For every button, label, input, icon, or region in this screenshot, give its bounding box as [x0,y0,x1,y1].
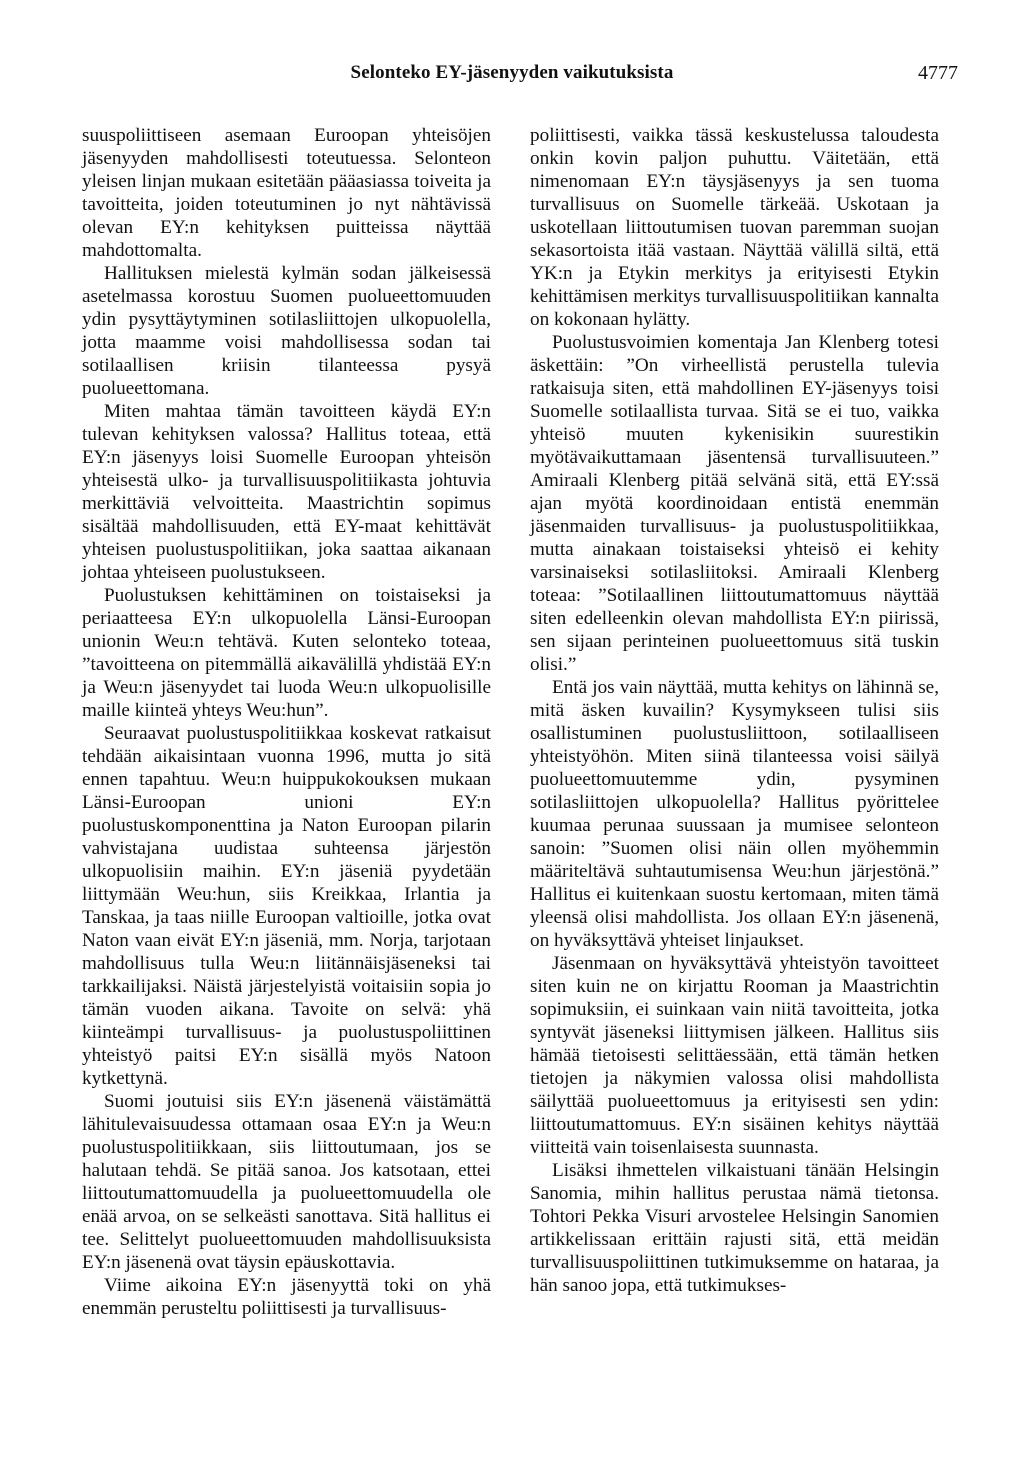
right-column [530,124,939,1297]
paragraph: Miten mahtaa tämän tavoitteen käydä EY:n tulevan kehityksen valossa? Hallitus toteaa, että EY:n jäsenyys loisi Suomelle Euroopan yhteisön yhteisestä ulko- ja turvallisuuspolitiikasta johtuvia merkittäviä velvoitteita. Maastrichtin sopimus sisältää mahdollisuuden, että EY-maat kehittävät yhteisen puolustuspolitiikan, joka saattaa aikanaan johtaa yhteiseen puolustukseen. [82,401,491,583]
page-number: 4777 [918,62,958,84]
paragraph: Puolustusvoimien komentaja Jan Klenberg totesi äskettäin: ”On virheellistä perustella tulevia ratkaisuja siten, että mahdollinen EY-jäsenyys toisi Suomelle sotilaallista turvaa. Sitä se ei tuo, vaikka yhteisö muuten kykenisikin suurestikin myötävaikuttamaan jäsentensä turvallisuuteen.” Amiraali Klenberg pitää selvänä sitä, että EY:ssä ajan myötä koordinoidaan entistä enemmän jäsenmaiden turvallisuus- ja puolustuspolitiikkaa, mutta ainakaan toistaiseksi yhteisö ei kehity varsinaiseksi sotilasliitoksi. Amiraali Klenberg toteaa: ”Sotilaallinen liittoutumattomuus näyttää siten edelleenkin olevan mahdollista EY:n piirissä, sen sijaan perinteinen puolueettomuus sitä tuskin olisi.” [530,332,939,675]
paragraph: Puolustuksen kehittäminen on toistaiseksi ja periaatteesa EY:n ulkopuolella Länsi-Euroopan unionin Weu:n tehtävä. Kuten selonteko toteaa, ”tavoitteena on pitemmällä aikavälillä yhdistää EY:n ja Weu:n jäsenyydet tai luoda Weu:n ulkopuolisille maille kiinteä yhteys Weu:hun”. [82,585,491,721]
paragraph: Lisäksi ihmettelen vilkaistuani tänään Helsingin Sanomia, mihin hallitus perustaa nämä tietonsa. Tohtori Pekka Visuri arvostelee Helsingin Sanomien artikkelissaan erittäin rajusti sitä, että meidän turvallisuuspoliittinen tutkimuksemme on hataraa, ja hän sanoo jopa, että tutkimukses- [530,1160,939,1296]
paragraph: Hallituksen mielestä kylmän sodan jälkeisessä asetelmassa korostuu Suomen puolueettomuuden ydin pysyttäytyminen sotilasliittojen ulkopuolella, jotta maamme voisi mahdollisessa sodan tai sotilaallisen kriisin tilanteessa pysyä puolueettomana. [82,263,491,399]
paragraph: Seuraavat puolustuspolitiikkaa koskevat ratkaisut tehdään aikaisintaan vuonna 1996, mutta jo sitä ennen tapahtuu. Weu:n huippukokouksen mukaan Länsi-Euroopan unioni EY:n puolustuskomponenttina ja Naton Euroopan pilarin vahvistajana uudistaa suhteensa järjestön ulkopuolisiin maihin. EY:n jäseniä pyydetään liittymään Weu:hun, siis Kreikkaa, Irlantia ja Tanskaa, ja taas niille Euroopan valtioille, jotka ovat Naton vaan eivät EY:n jäseniä, mm. Norja, tarjotaan mahdollisuus tulla Weu:n liitännäisjäseneksi tai tarkkailijaksi. Näistä järjestelyistä voitaisiin sopia jo tämän vuoden aikana. Tavoite on selvä: yhä kiinteämpi turvallisuus- ja puolustuspoliittinen yhteistyö paitsi EY:n sisällä myös Natoon kytkettynä. [82,723,491,1089]
paragraph: Suomi joutuisi siis EY:n jäsenenä väistämättä lähitulevaisuudessa ottamaan osaa EY:n ja Weu:n puolustuspolitiikkaan, siis liittoutumaan, jos se halutaan tehdä. Se pitää sanoa. Jos katsotaan, ettei liittoutumattomuudella ja puolueettomuudella ole enää arvoa, on se selkeästi sanottava. Sitä hallitus ei tee. Selittelyt puolueettomuuden mahdollisuuksista EY:n jäsenenä ovat täysin epäuskottavia. [82,1091,491,1273]
page-header [0,62,1024,92]
paragraph: Viime aikoina EY:n jäsenyyttä toki on yhä enemmän perusteltu poliittisesti ja turvallisuus- [82,1275,491,1319]
paragraph: Entä jos vain näyttää, mutta kehitys on lähinnä se, mitä äsken kuvailin? Kysymykseen tulisi siis osallistuminen puolustusliittoon, sotilaalliseen yhteistyöhön. Miten siinä tilanteessa voisi säilyä puolueettomuutemme ydin, pysyminen sotilasliittojen ulkopuolella? Hallitus pyörittelee kuumaa perunaa suussaan ja mumisee selonteon sanoin: ”Suomen olisi näin ollen myöhemmin määriteltävä suhtautumisensa Weu:hun järjestönä.” Hallitus ei kuitenkaan suostu kertomaan, miten tämä yleensä olisi mahdollista. Jos ollaan EY:n jäsenenä, on hyväksyttävä yhteiset linjaukset. [530,677,939,951]
paragraph: poliittisesti, vaikka tässä keskustelussa taloudesta onkin kovin paljon puhuttu. Väitetään, että nimenomaan EY:n täysjäsenyys ja sen tuoma turvallisuus on Suomelle tärkeää. Uskotaan ja uskotellaan liittoutumisen tuovan paremman suojan sekasortoista itää vastaan. Näyttää välillä siltä, että YK:n ja Etykin merkitys ja erityisesti Etykin kehittämisen merkitys turvallisuuspolitiikan kannalta on kokonaan hylätty. [530,125,939,330]
running-title: Selonteko EY-jäsenyyden vaikutuksista [350,62,674,83]
paragraph: Jäsenmaan on hyväksyttävä yhteistyön tavoitteet siten kuin ne on kirjattu Rooman ja Maastrichtin sopimuksiin, ei suinkaan vain niitä tavoitteita, jotka syntyvät jäseneksi liittymisen jälkeen. Hallitus siis hämää tietoisesti selittäessään, että tämän hetken tietojen ja näkymien valossa olisi mahdollista säilyttää puolueettomuus ja erityisesti sen ydin: liittoutumattomuus. EY:n sisäinen kehitys näyttää viitteitä vain toisenlaisesta suunnasta. [530,953,939,1158]
left-column [82,124,491,1320]
paragraph: suuspoliittiseen asemaan Euroopan yhteisöjen jäsenyyden mahdollisesti toteutuessa. Selonteon yleisen linjan mukaan esitetään pääasiassa toiveita ja tavoitteita, joiden toteutuminen jo nyt nähtävissä olevan EY:n kehityksen puitteissa näyttää mahdottomalta. [82,125,491,261]
